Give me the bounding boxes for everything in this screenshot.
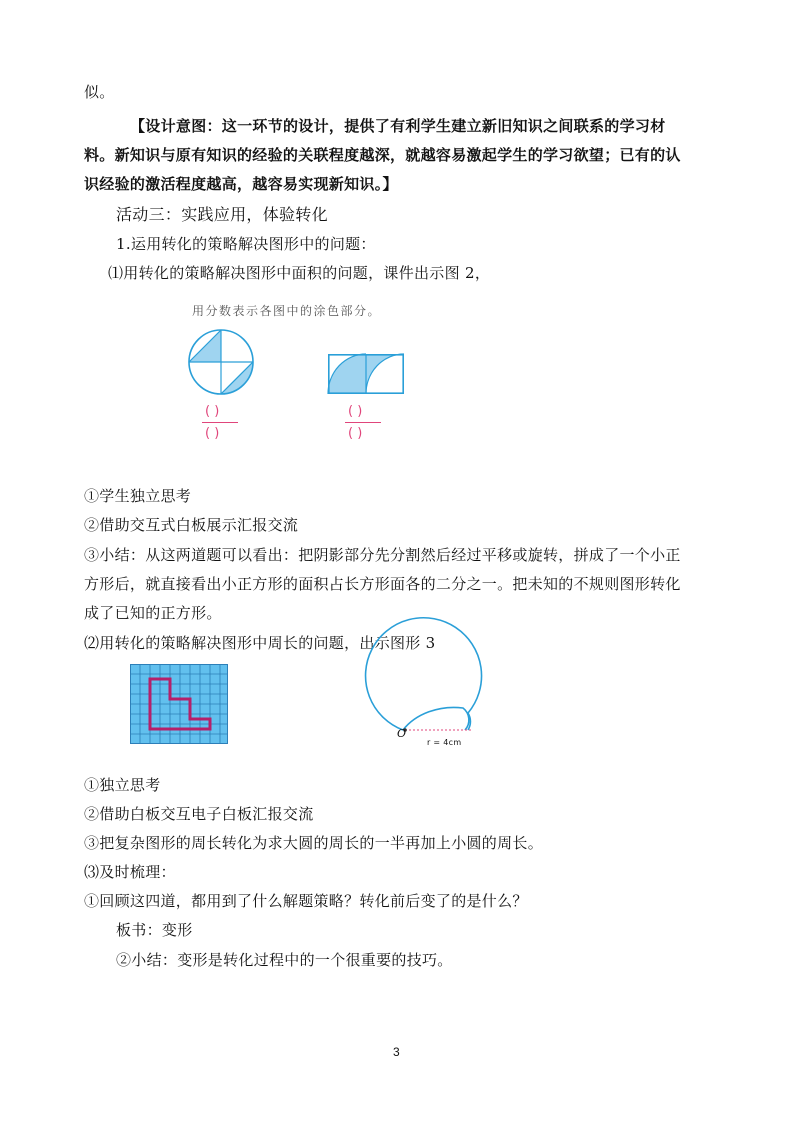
design-intent-line-3: 识经验的激活程度越高，越容易实现新知识。】 — [84, 175, 398, 193]
center-label-o: O — [397, 727, 407, 740]
page-number: 3 — [393, 1045, 400, 1059]
circle-figure — [184, 325, 258, 399]
fraction-2-numerator: ( ) — [348, 404, 363, 419]
perimeter-sub-2: ⑵用转化的策略解决图形中周长的问题，出示图形 3 — [84, 634, 436, 652]
review-question-1: ①回顾这四道，都用到了什么解题策略？转化前后变了的是什么？ — [84, 892, 528, 910]
board-writing: 板书：变形 — [116, 921, 193, 939]
perimeter-step-2: ②借助白板交互电子白板汇报交流 — [84, 805, 314, 823]
area-step-2: ②借助交互式白板展示汇报交流 — [84, 516, 299, 534]
perimeter-step-1: ①独立思考 — [84, 776, 161, 794]
activity-item-1: 1.运用转化的策略解决图形中的问题： — [116, 235, 376, 253]
activity-sub-1: ⑴用转化的策略解决图形中面积的问题，课件出示图 2， — [108, 264, 491, 282]
fraction-2-line — [345, 422, 381, 423]
activity-heading: 活动三：实践应用，体验转化 — [116, 205, 328, 224]
rectangle-figure — [328, 354, 404, 394]
perimeter-step-3: ③把复杂图形的周长转化为求大圆的周长的一半再加上小圆的周长。 — [84, 834, 544, 852]
review-summary: ②小结：变形是转化过程中的一个很重要的技巧。 — [116, 951, 453, 969]
area-step-3-line-3: 成了已知的正方形。 — [84, 604, 222, 622]
fraction-1-numerator: ( ) — [205, 404, 220, 419]
figure2-caption: 用分数表示各图中的涂色部分。 — [192, 304, 382, 318]
fraction-2-denominator: ( ) — [348, 426, 363, 441]
review-sub-3: ⑶及时梳理： — [84, 863, 176, 881]
intro-tail-text: 似。 — [84, 83, 115, 101]
area-step-3-line-1: ③小结：从这两道题可以看出：把阴影部分先分割然后经过平移或旋转，拼成了一个小正 — [84, 546, 681, 564]
radius-label: r = 4cm — [427, 738, 462, 747]
area-step-3-line-2: 方形后，就直接看出小正方形的面积占长方形面各的二分之一。把未知的不规则图形转化 — [84, 575, 681, 593]
design-intent-line-2: 料。新知识与原有知识的经验的关联程度越深，就越容易激起学生的学习欲望；已有的认 — [84, 146, 681, 164]
fraction-1-denominator: ( ) — [205, 426, 220, 441]
design-intent-line-1: 【设计意图：这一环节的设计，提供了有利学生建立新旧知识之间联系的学习材 — [130, 117, 666, 135]
fraction-1-line — [202, 422, 238, 423]
area-step-1: ①学生独立思考 — [84, 487, 192, 505]
grid-figure — [130, 664, 228, 744]
spiral-figure — [345, 668, 485, 763]
